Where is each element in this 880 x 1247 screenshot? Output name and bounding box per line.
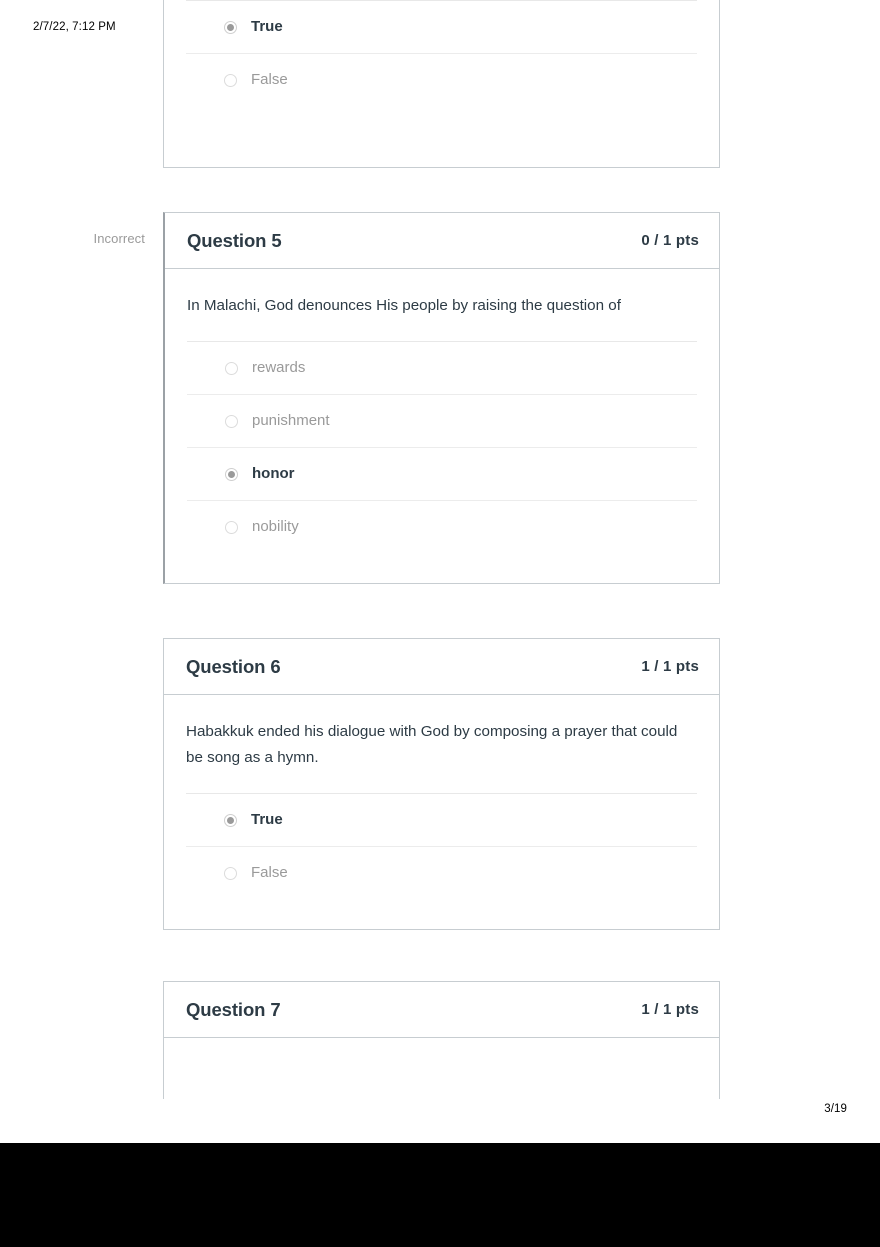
answer-label: honor: [252, 465, 295, 482]
radio-selected-icon[interactable]: [225, 468, 238, 481]
question-text: Habakkuk ended his dialogue with God by composing a prayer that could be song as a hymn.: [186, 723, 678, 766]
print-header-date: 2/7/22, 7:12 PM: [33, 21, 116, 33]
answer-label: False: [251, 71, 288, 88]
question-header: [164, 639, 719, 695]
question-box-q4-continued: [163, 0, 720, 168]
answer-label: nobility: [252, 518, 299, 535]
answer-list-spacer: [187, 553, 697, 583]
answer-list-spacer: [186, 899, 697, 929]
answer-option[interactable]: [187, 447, 697, 500]
question-box-q7: [163, 981, 720, 1099]
answer-option[interactable]: [186, 0, 697, 53]
answer-list-spacer: [186, 106, 697, 136]
answer-option[interactable]: [186, 846, 697, 899]
answer-label: False: [251, 864, 288, 881]
answer-label: True: [251, 811, 283, 828]
question-title: Question 6: [186, 655, 281, 677]
radio-unselected-icon[interactable]: [224, 74, 237, 87]
answer-list: [186, 793, 697, 929]
question-points: 1 / 1 pts: [641, 658, 699, 675]
question-points: 1 / 1 pts: [641, 1001, 699, 1018]
question-body: [164, 0, 719, 136]
answer-option[interactable]: [187, 500, 697, 553]
radio-unselected-icon[interactable]: [225, 415, 238, 428]
question-points: 0 / 1 pts: [641, 232, 699, 249]
radio-unselected-icon[interactable]: [224, 867, 237, 880]
print-footer-page-number: 3/19: [824, 1103, 847, 1115]
question-title: Question 5: [187, 229, 282, 251]
radio-unselected-icon[interactable]: [225, 362, 238, 375]
answer-option[interactable]: [187, 341, 697, 394]
answer-label: rewards: [252, 359, 306, 376]
question-status-label-q5: Incorrect: [93, 231, 145, 246]
radio-selected-icon[interactable]: [224, 814, 237, 827]
question-header: [164, 982, 719, 1038]
answer-list: [187, 341, 697, 583]
question-body: [164, 1038, 719, 1062]
question-body: [165, 269, 719, 583]
answer-label: punishment: [252, 412, 330, 429]
question-text: In Malachi, God denounces His people by raising the question of: [187, 297, 621, 314]
radio-unselected-icon[interactable]: [225, 521, 238, 534]
question-title: Question 7: [186, 998, 281, 1020]
answer-option[interactable]: [186, 793, 697, 846]
answer-option[interactable]: [187, 394, 697, 447]
radio-selected-icon[interactable]: [224, 21, 237, 34]
answer-option[interactable]: [186, 53, 697, 106]
question-body: [164, 695, 719, 929]
question-box-q5: [163, 212, 720, 584]
question-header: [165, 213, 719, 269]
answer-list: [186, 0, 697, 136]
question-box-q6: [163, 638, 720, 930]
answer-label: True: [251, 18, 283, 35]
bottom-black-band: [0, 1143, 880, 1247]
